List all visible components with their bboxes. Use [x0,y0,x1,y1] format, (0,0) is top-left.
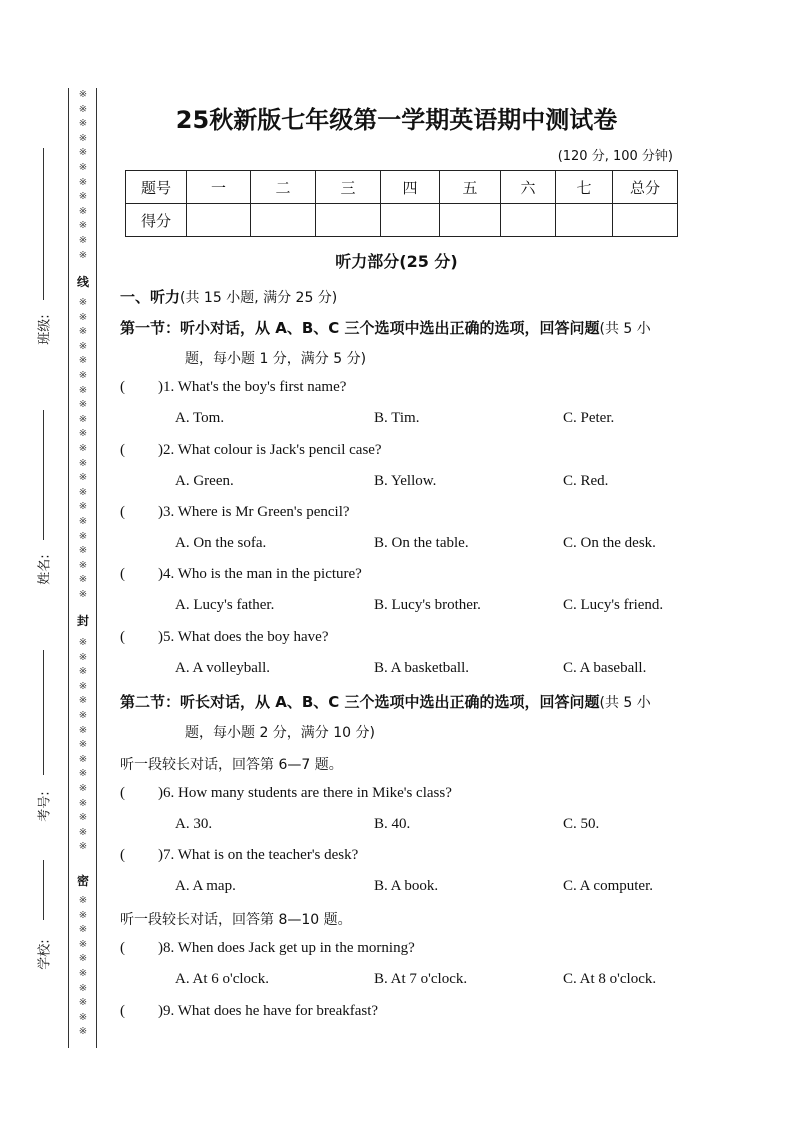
score-input-cell[interactable] [316,204,381,237]
option-a[interactable]: A. 30. [175,816,213,832]
part1-title [120,286,337,307]
sub2-heading-cont: 题，每小题 2 分，满分 10 分) [185,725,375,741]
option-c[interactable]: C. A computer. [563,878,653,894]
score-input-cell[interactable] [613,204,678,237]
name-line [43,410,44,540]
question-text: )2. What colour is Jack's pencil case? [158,442,382,458]
option-c[interactable]: C. A baseball. [563,660,647,676]
score-row-label: 得分 [126,204,187,237]
option-a[interactable]: A. Green. [175,473,234,489]
answer-blank-open-paren[interactable]: ( [120,442,125,458]
group2-instruction: 听一段较长对话，回答第 8—10 题。 [120,912,352,928]
answer-blank-open-paren[interactable]: ( [120,566,125,582]
option-b[interactable]: B. On the table. [374,535,469,551]
score-header-cell: 六 [501,171,556,204]
question-text: )4. Who is the man in the picture? [158,566,362,582]
option-a[interactable]: A. Lucy's father. [175,597,275,613]
section-heading: 听力部分(25 分) [335,252,458,271]
score-input-cell[interactable] [187,204,251,237]
score-input-cell[interactable] [501,204,556,237]
question-text: )1. What's the boy's first name? [158,379,347,395]
class-line [43,148,44,300]
option-c[interactable]: C. Red. [563,473,609,489]
option-a[interactable]: A. A volleyball. [175,660,270,676]
option-b[interactable]: B. A basketball. [374,660,469,676]
option-b[interactable]: B. 40. [374,816,411,832]
seal-char-mi: 密 [76,874,89,888]
option-c[interactable]: C. 50. [563,816,600,832]
answer-blank-open-paren[interactable]: ( [120,785,125,801]
score-input-cell[interactable] [440,204,501,237]
question-text: )8. When does Jack get up in the morning? [158,940,415,956]
sub1-heading-bold: 第一节：听小对话，从 A、B、C 三个选项中选出正确的选项，回答问题 [120,319,600,337]
score-table [125,170,678,237]
answer-blank-open-paren[interactable]: ( [120,1003,125,1019]
margin-line-right [96,88,97,1048]
score-table-header-row [126,171,678,204]
sub1-heading-cont: 题，每小题 1 分，满分 5 分) [185,351,367,367]
answer-blank-open-paren[interactable]: ( [120,847,125,863]
score-header-cell: 总分 [613,171,678,204]
option-c[interactable]: C. On the desk. [563,535,656,551]
option-a[interactable]: A. At 6 o'clock. [175,971,269,987]
question-text: )9. What does he have for breakfast? [158,1003,379,1019]
id-line [43,650,44,775]
seal-star-column: ※※※※※※※※※※※※※※※※※※※※※ [78,297,88,600]
sub2-heading-rest: (共 5 小 [599,695,651,711]
question-text: )6. How many students are there in Mike's class? [158,785,452,801]
score-header-cell: 题号 [126,171,187,204]
question-text: )7. What is on the teacher's desk? [158,847,359,863]
score-header-cell: 一 [187,171,251,204]
answer-blank-open-paren[interactable]: ( [120,629,125,645]
option-a[interactable]: A. On the sofa. [175,535,267,551]
option-b[interactable]: B. Yellow. [374,473,437,489]
name-label: 姓名: [37,554,53,585]
margin-line-left [68,88,69,1048]
question-text: )3. Where is Mr Green's pencil? [158,504,350,520]
answer-blank-open-paren[interactable]: ( [120,379,125,395]
sub2-heading [120,691,651,712]
part1-title-rest: (共 15 小题, 满分 25 分) [180,290,338,306]
seal-star-column: ※※※※※※※※※※ [78,895,88,1038]
sub1-heading [120,317,651,338]
seal-char-feng: 封 [76,614,89,628]
score-header-cell: 七 [556,171,613,204]
group1-instruction: 听一段较长对话，回答第 6—7 题。 [120,757,343,773]
answer-blank-open-paren[interactable]: ( [120,940,125,956]
option-a[interactable]: A. Tom. [175,410,225,426]
school-label: 学校: [37,939,53,970]
score-input-cell[interactable] [381,204,440,237]
part1-title-bold: 一、听力 [120,288,181,306]
score-header-cell: 二 [251,171,316,204]
score-header-cell: 五 [440,171,501,204]
score-table-score-row [126,204,678,237]
score-header-cell: 四 [381,171,440,204]
seal-star-column: ※※※※※※※※※※※※ [78,89,88,261]
score-input-cell[interactable] [556,204,613,237]
option-c[interactable]: C. Peter. [563,410,615,426]
exam-subtitle: (120 分, 100 分钟) [557,149,673,164]
question-text: )5. What does the boy have? [158,629,329,645]
exam-title: 25秋新版七年级第一学期英语期中测试卷 [175,106,618,134]
sub1-heading-rest: (共 5 小 [599,321,651,337]
seal-star-column: ※※※※※※※※※※※※※※※ [78,637,88,853]
option-b[interactable]: B. At 7 o'clock. [374,971,468,987]
class-label: 班级: [37,314,53,345]
option-b[interactable]: B. Lucy's brother. [374,597,481,613]
school-line [43,860,44,920]
option-c[interactable]: C. At 8 o'clock. [563,971,657,987]
score-header-cell: 三 [316,171,381,204]
score-input-cell[interactable] [251,204,316,237]
answer-blank-open-paren[interactable]: ( [120,504,125,520]
option-b[interactable]: B. Tim. [374,410,420,426]
id-label: 考号: [37,791,53,822]
option-b[interactable]: B. A book. [374,878,439,894]
seal-char-xian: 线 [76,275,89,289]
option-a[interactable]: A. A map. [175,878,236,894]
option-c[interactable]: C. Lucy's friend. [563,597,664,613]
sub2-heading-bold: 第二节：听长对话，从 A、B、C 三个选项中选出正确的选项，回答问题 [120,693,600,711]
